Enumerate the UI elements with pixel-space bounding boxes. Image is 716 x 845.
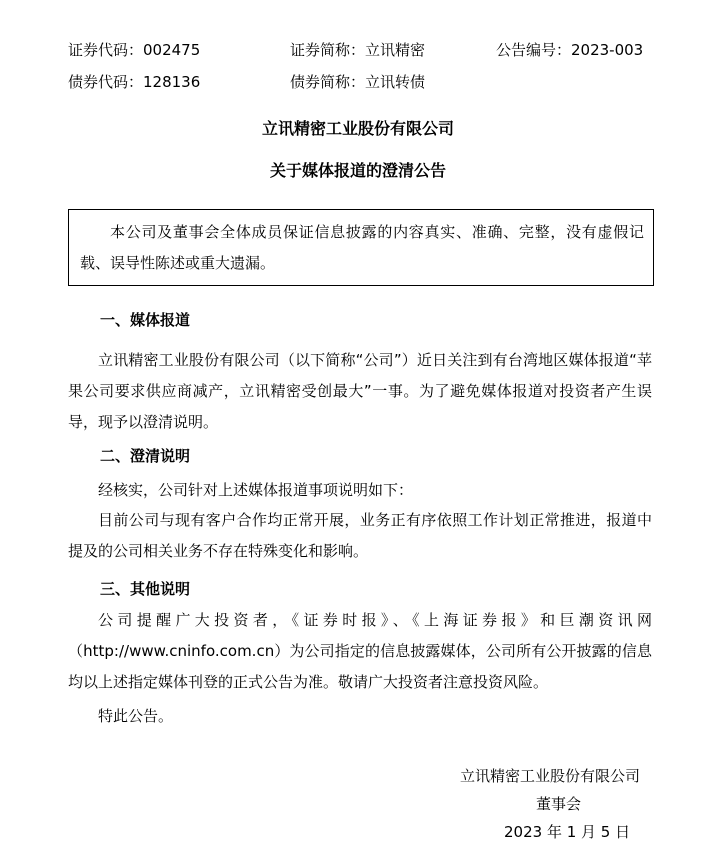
stock-short-name: 证券简称：立讯精密 <box>290 41 426 59</box>
stock-code: 证券代码：002475 <box>68 41 201 59</box>
section-2-heading: 二、澄清说明 <box>100 447 191 465</box>
signature-date: 2023 年 1 月 5 日 <box>504 823 631 841</box>
section-1-paragraph-1: 立讯精密工业股份有限公司（以下简称“公司”）近日关注到有台湾地区媒体报道“苹果公司要求供应商减产，立讯精密受创最大”一事。为了避免媒体报道对投资者产生误导，现予以澄清说明。 <box>68 351 652 431</box>
signature-board: 董事会 <box>536 795 582 813</box>
notice-text: 本公司及董事会全体成员保证信息披露的内容真实、准确、完整，没有虚假记载、误导性陈述或重大遗漏。 <box>80 223 644 272</box>
signature-company: 立讯精密工业股份有限公司 <box>460 767 641 785</box>
bond-code: 债券代码：128136 <box>68 73 201 91</box>
section-3-paragraph-2: 特此公告。 <box>98 707 174 725</box>
section-3-paragraph-1: 公司提醒广大投资者，《证券时报》、《上海证券报》和巨潮资讯网（http://www.cninfo.com.cn）为公司指定的信息披露媒体，公司所有公开披露的信息均以上述指定媒体刊登的正式公告为准。敬请广大投资者注意投资风险。 <box>68 611 652 691</box>
announcement-number: 公告编号：2023-003 <box>496 41 644 59</box>
announcement-title: 关于媒体报道的澄清公告 <box>269 161 446 180</box>
company-title: 立讯精密工业股份有限公司 <box>261 119 454 138</box>
section-1-heading: 一、媒体报道 <box>100 311 191 329</box>
section-2-paragraph-1: 经核实，公司针对上述媒体报道事项说明如下： <box>98 481 414 499</box>
section-3-heading: 三、其他说明 <box>100 580 191 598</box>
section-2-paragraph-2: 目前公司与现有客户合作均正常开展，业务正有序依照工作计划正常推进，报道中提及的公司相关业务不存在特殊变化和影响。 <box>68 511 652 560</box>
bond-short-name: 债券简称：立讯转债 <box>290 73 426 91</box>
